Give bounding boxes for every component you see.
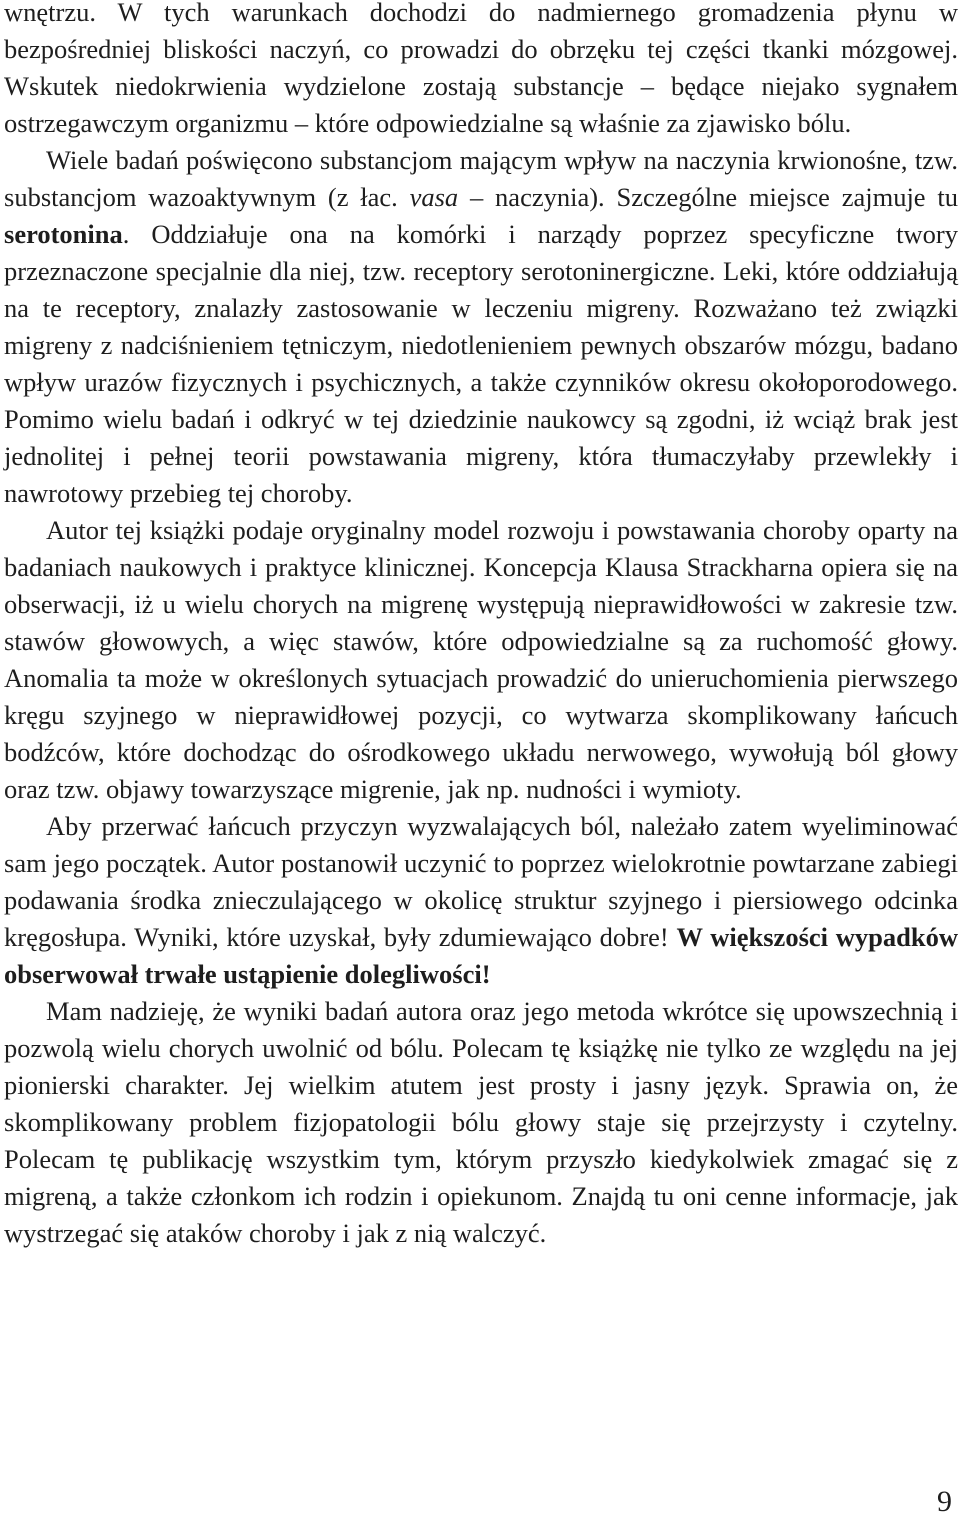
text-run: – naczynia). Szczególne miejsce zajmuje tu: [458, 182, 958, 212]
bold-text: serotonina: [4, 219, 123, 249]
body-text: [4, 0, 958, 1252]
paragraph: [4, 0, 958, 142]
text-run: Aby przerwać łańcuch przyczyn wyzwalających ból, należało zatem wyeliminować sam jego początek. Autor postanowił uczynić to poprzez wielokrotnie powtarzane zabiegi podawania środka znieczulającego w okolicę struktur szyjnego i piersiowego odcinka kręgosłupa. Wyniki, które uzyskał, były zdumiewająco dobre!: [4, 811, 958, 952]
text-run: wnętrzu. W tych warunkach dochodzi do nadmiernego gromadzenia płynu w bezpośredniej bliskości naczyń, co prowadzi do obrzęku tej części tkanki mózgowej. Wskutek niedokrwienia wydzielone zostają substancje – będące niejako sygnałem ostrzegawczym organizmu – które odpowiedzialne są właśnie za zjawisko bólu.: [4, 0, 958, 138]
page-number: 9: [937, 1485, 952, 1518]
paragraph: [4, 993, 958, 1252]
paragraph: [4, 142, 958, 512]
italic-text: vasa: [409, 182, 459, 212]
text-run: Mam nadzieję, że wyniki badań autora oraz jego metoda wkrótce się upowszechnią i pozwolą wielu chorych uwolnić od bólu. Polecam tę książkę nie tylko ze względu na jej pionierski charakter. Jej wielkim atutem jest prosty i jasny język. Sprawia on, że skomplikowany problem fizjopatologii bólu głowy staje się przejrzysty i czytelny. Polecam tę publikację wszystkim tym, którym przyszło kiedykolwiek zmagać się z migreną, a także członkom ich rodzin i opiekunom. Znajdą tu oni cenne informacje, jak wystrzegać się ataków choroby i jak z nią walczyć.: [4, 996, 958, 1248]
text-run: Wiele badań poświęcono substancjom mającym wpływ na naczynia krwionośne, tzw. substancjom wazoaktywnym (z łac.: [4, 145, 958, 212]
text-run: . Oddziałuje ona na komórki i narządy poprzez specyficzne twory przeznaczone specjalnie dla niej, tzw. receptory serotoninergiczne. Leki, które oddziałują na te receptory, znalazły zastosowanie w leczeniu migreny. Rozważano też związki migreny z nadciśnieniem tętniczym, niedotlenieniem pewnych obszarów mózgu, badano wpływ urazów fizycznych i psychicznych, a także czynników okresu okołoporodowego. Pomimo wielu badań i odkryć w tej dziedzinie naukowcy są zgodni, iż wciąż brak jest jednolitej i pełnej teorii powstawania migreny, która tłumaczyłaby przewlekły i nawrotowy przebieg tej choroby.: [4, 219, 958, 508]
text-run: Autor tej książki podaje oryginalny model rozwoju i powstawania choroby oparty na badaniach naukowych i praktyce klinicznej. Koncepcja Klausa Strackharna opiera się na obserwacji, iż u wielu chorych na migrenę występują nieprawidłowości w zakresie tzw. stawów głowowych, a więc stawów, które odpowiedzialne są za ruchomość głowy. Anomalia ta może w określonych sytuacjach prowadzić do unieruchomienia pierwszego kręgu szyjnego w nieprawidłowej pozycji, co wytwarza skomplikowany łańcuch bodźców, które dochodząc do ośrodkowego układu nerwowego, wywołują ból głowy oraz tzw. objawy towarzyszące migrenie, jak np. nudności i wymioty.: [4, 515, 958, 804]
bold-text: W większości wypadków obserwował trwałe ustąpienie dolegliwości!: [4, 922, 958, 989]
paragraph: [4, 512, 958, 808]
paragraph: [4, 808, 958, 993]
